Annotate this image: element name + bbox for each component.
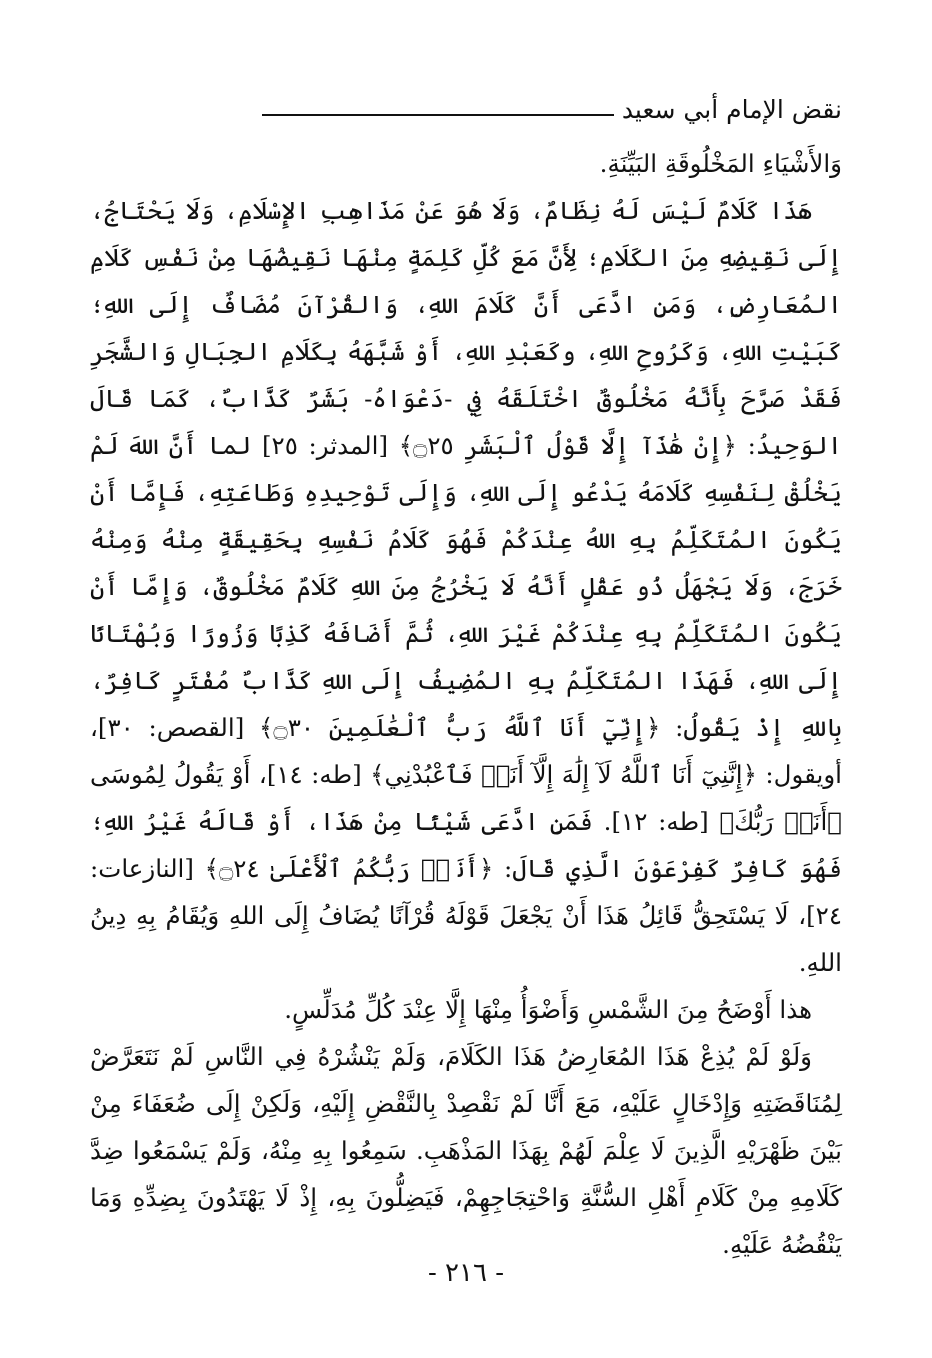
running-header [262, 82, 842, 122]
header-rule [262, 114, 614, 116]
body-text [90, 140, 842, 1268]
paragraph-3: هذا أَوْضَحُ مِنَ الشَّمْسِ وَأَضْوَأُ مِنْهَا إِلَّا عِنْدَ كُلِّ مُدَلِّسٍ. [284, 995, 812, 1024]
paragraph-4: وَلَوْ لَمْ يُذِعْ هَذَا المُعَارِضُ هَذَا الكَلَامَ، وَلَمْ يَنْشُرْهُ فِي النَّاسِ لَمْ نَتَعَرَّضْ لِمُنَاقَضَتِهِ وَإِدْخَالٍ عَلَيْهِ، مَعَ أَنَّا لَمْ نَقْصِدْ بِالنَّقْضِ إِلَيْهِ، وَلَكِنْ إِلَى ضُعَفَاءَ مِنْ بَيْنَ ظَهْرَيْهِ الَّذِينَ لَا عِلْمَ لَهُمْ بِهَذَا المَذْهَبِ. سَمِعُوا بِهِ مِنْهُ، وَلَمْ يَسْمَعُوا ضِدَّ كَلَامِهِ مِنْ كَلَامِ أَهْلِ السُّنَّةِ وَاحْتِجَاجِهِمْ، فَيَضِلُّونَ بِهِ، إِذْ لَا يَهْتَدُونَ بِضِدِّهِ وَمَا يَنْقُضُهُ عَلَيْهِ. [90, 1042, 842, 1259]
running-title: نقض الإمام أبي سعيد [621, 95, 842, 124]
paragraph-1: وَالأَشْيَاءِ المَخْلُوقَةِ البَيِّنَةِ. [599, 149, 842, 178]
paragraph-2: هَذَا كَلَامٌ لَيْسَ لَهُ نِظَامٌ، وَلَا هُوَ عَنْ مَذَاهِبِ الإِسْلَامِ، وَلَا يَحْتَاجُ، إِلَى نَقِيضِهِ مِنَ الكَلَامِ؛ لِأَنَّ مَعَ كُلِّ كَلِمَةٍ مِنْهَا نَقِيضُهَا مِنْ نَفْسِ كَلَامِ المُعَارِضِ، وَمَنِ ادَّعَى أَنَّ كَلَامَ اللهِ، وَالقُرْآنَ مُضَافٌ إِلَى اللهِ؛ كَبَيْتِ اللهِ، وَكَرُوحِ اللهِ، وكَعَبْدِ اللهِ، أَوْ شَبَّهَهُ بِكَلَامِ الجِبَالِ وَالشَّجَرِ فَقَدْ صَرَّحَ بِأَنَّهُ مَخْلُوقٌ اخْتَلَقَهُ فِي -دَعْوَاهُ- بَشَرٌ كَذَّابٌ، كَمَا قَالَ الوَحِيدُ: ﴿إِنْ هَٰذَآ إِلَّا قَوْلُ ٱلْبَشَرِ ۝٢٥﴾ [المدثر: ٢٥] لما أَنَّ اللهَ لَمْ يَخْلُقْ لِنَفْسِهِ كَلَامَهُ يَدْعُو إِلَى اللهِ، وَإِلَى تَوْحِيدِهِ وَطَاعَتِهِ، فَإِمَّا أَنْ يَكُونَ المُتَكَلِّمُ بِهِ اللهُ عِنْدَكُمْ فَهُوَ كَلَامُ نَفْسِهِ بِحَقِيقَةٍ مِنْهُ وَمِنْهُ خَرَجَ، وَلَا يَجْهَلُ ذُو عَقْلٍ أَنَّهُ لَا يَخْرُجُ مِنَ اللهِ كَلَامٌ مَخْلُوقٌ، وَإِمَّا أَنْ يَكُونَ المُتَكَلِّمُ بِهِ عِنْدَكُمْ غَيْرَ اللهِ، ثُمَّ أَضَافَهُ كَذِبًا وَزُورًا وَبُهْتَانًا إِلَى اللهِ، فَهَذَا المُتَكَلِّمُ بِهِ المُضِيفُ إِلَى اللهِ كَذَّابٌ مُفْتَرٍ كَافِرٌ، بِاللهِ إِذْ يَقُولُ: ﴿إِنِّيٓ أَنَا ٱللَّهُ رَبُّ ٱلْعَٰلَمِينَ ۝٣٠﴾ [القصص: ٣٠]، أويقول: ﴿إِنَّنِيٓ أَنَا ٱللَّهُ لَآ إِلَٰهَ إِلَّآ أَنَا۠ فَٱعْبُدْنِي﴾ [طه: ١٤]، أَوْ يَقُولُ لِمُوسَى ﴿أَنَا۠ رَبُّكَ﴾ [طه: ١٢]. فَمَنِ ادَّعَى شَيْئًا مِنْ هَذَا، أَوْ قَالَهُ غَيْرُ اللهِ؛ فَهُوَ كَافِرٌ كَفِرْعَوْنَ الَّذِي قَالَ: ﴿أَنَا۠ رَبُّكُمُ ٱلْأَعْلَىٰ ۝٢٤﴾ [النازعات: ٢٤]، لَا يَسْتَحِقُّ قَائِلُ هَذَا أَنْ يَجْعَلَ قَوْلَهُ قُرْآنًا يُضَافُ إِلَى اللهِ وَيُقَامُ بِهِ دِينُ اللهِ. [90, 196, 843, 977]
page-number: - ٢١٦ - [427, 1258, 505, 1288]
